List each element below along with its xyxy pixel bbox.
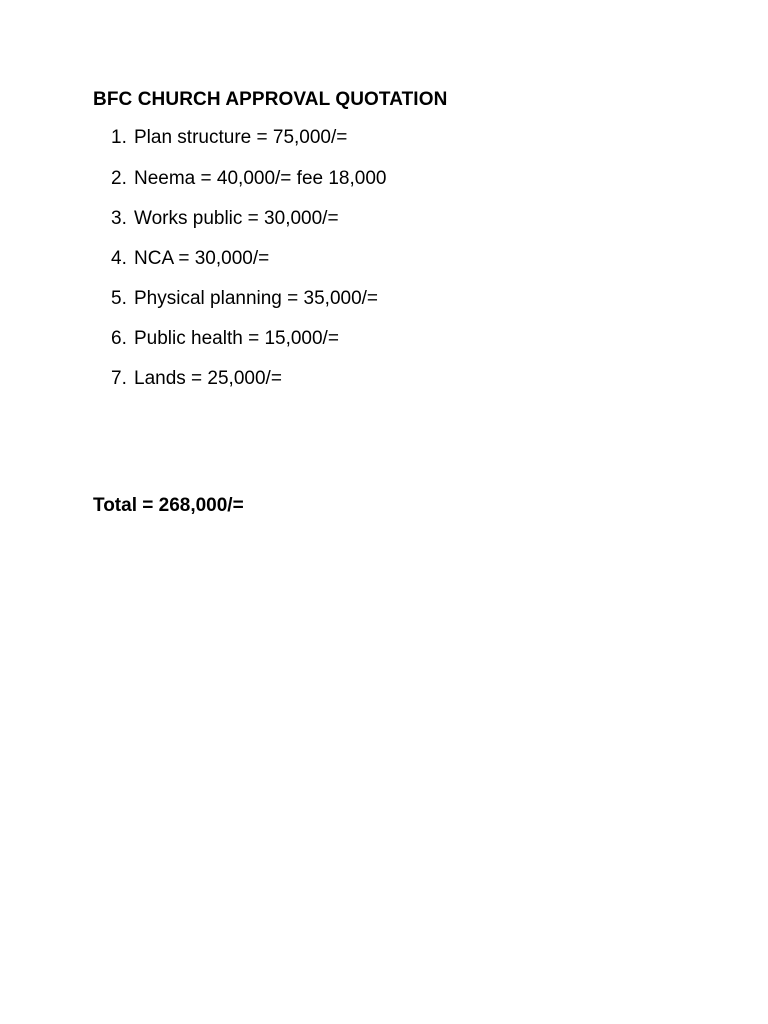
total-line: Total = 268,000/= <box>93 495 244 516</box>
list-item <box>111 208 339 230</box>
list-item <box>111 368 282 390</box>
list-item-number: 4. <box>111 248 127 269</box>
list-item-text: Lands = 25,000/= <box>134 368 282 389</box>
list-item-text: Works public = 30,000/= <box>134 208 339 229</box>
list-item-number: 2. <box>111 168 127 189</box>
list-item <box>111 127 347 149</box>
list-item <box>111 288 378 310</box>
list-item-number: 1. <box>111 127 127 148</box>
list-item-text: Neema = 40,000/= fee 18,000 <box>134 168 387 189</box>
list-item-text: Public health = 15,000/= <box>134 328 339 349</box>
list-item-number: 3. <box>111 208 127 229</box>
list-item <box>111 168 386 190</box>
list-item-number: 6. <box>111 328 127 349</box>
list-item-text: Physical planning = 35,000/= <box>134 288 379 309</box>
list-item <box>111 248 269 270</box>
list-item-number: 7. <box>111 368 127 389</box>
list-item-number: 5. <box>111 288 127 309</box>
list-item-text: Plan structure = 75,000/= <box>134 127 348 148</box>
document-title: BFC CHURCH APPROVAL QUOTATION <box>93 89 448 110</box>
list-item-text: NCA = 30,000/= <box>134 248 270 269</box>
list-item <box>111 328 339 350</box>
